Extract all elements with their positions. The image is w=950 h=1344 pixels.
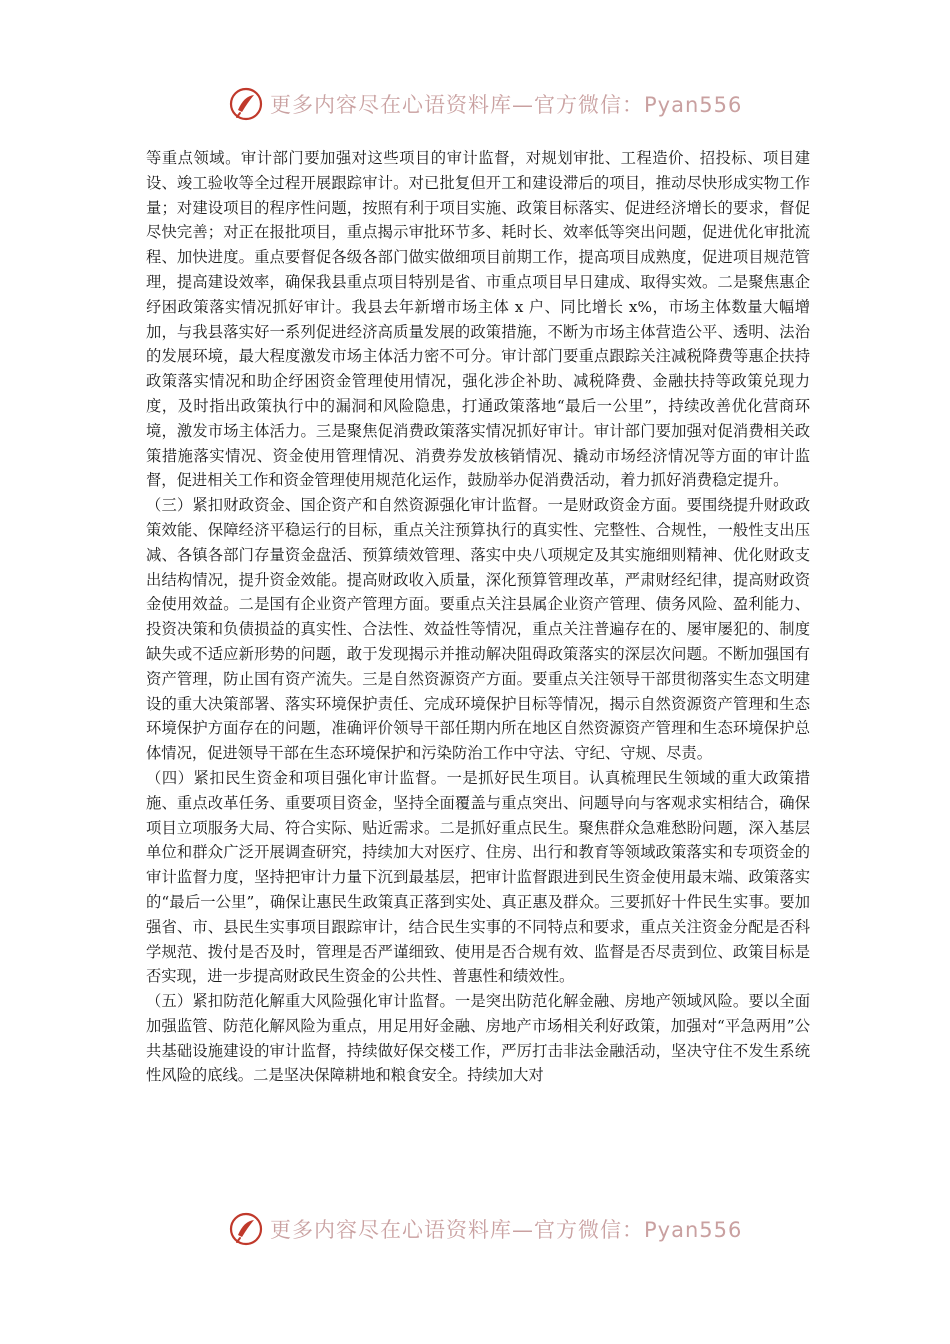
- document-body: [146, 146, 810, 1088]
- paragraph-2: （三）紧扣财政资金、国企资产和自然资源强化审计监督。一是财政资金方面。要围绕提升财政政策效能、保障经济平稳运行的目标，重点关注预算执行的真实性、完整性、合规性，一般性支出压减、各镇各部门存量资金盘活、预算绩效管理、落实中央八项规定及其实施细则精神、优化财政支出结构情况，提升资金效能。提高财政收入质量，深化预算管理改革，严肃财经纪律，提高财政资金使用效益。二是国有企业资产管理方面。要重点关注县属企业资产管理、债务风险、盈利能力、投资决策和负债损益的真实性、合法性、效益性等情况，重点关注普遍存在的、屡审屡犯的、制度缺失或不适应新形势的问题，敢于发现揭示并推动解决阻碍政策落实的深层次问题。不断加强国有资产管理，防止国有资产流失。三是自然资源资产方面。要重点关注领导干部贯彻落实生态文明建设的重大决策部署、落实环境保护责任、完成环境保护目标等情况，揭示自然资源资产管理和生态环境保护方面存在的问题，准确评价领导干部任期内所在地区自然资源资产管理和生态环境保护总体情况，促进领导干部在生态环境保护和污染防治工作中守法、守纪、守规、尽责。: [146, 496, 810, 763]
- brush-logo-icon: [228, 86, 264, 122]
- paragraph-3: （四）紧扣民生资金和项目强化审计监督。一是抓好民生项目。认真梳理民生领域的重大政策措施、重点改革任务、重要项目资金，坚持全面覆盖与重点突出、问题导向与客观求实相结合，确保项目立项服务大局、符合实际、贴近需求。二是抓好重点民生。聚焦群众急难愁盼问题，深入基层单位和群众广泛开展调查研究，持续加大对医疗、住房、出行和教育等领域政策落实和专项资金的审计监督力度，坚持把审计力量下沉到最基层，把审计监督跟进到民生资金使用最末端、政策落实的“最后一公里”，确保让惠民生政策真正落到实处、真正惠及群众。三要抓好十件民生实事。要加强省、市、县民生实事项目跟踪审计，结合民生实事的不同特点和要求，重点关注资金分配是否科学规范、拨付是否及时，管理是否严谨细致、使用是否合规有效、监督是否尽责到位、政策目标是否实现，进一步提高财政民生资金的公共性、普惠性和绩效性。: [146, 768, 810, 986]
- paragraph-1: 等重点领域。审计部门要加强对这些项目的审计监督，对规划审批、工程造价、招投标、项目建设、竣工验收等全过程开展跟踪审计。对已批复但开工和建设滞后的项目，推动尽快形成实物工作量；对建设项目的程序性问题，按照有利于项目实施、政策目标落实、促进经济增长的要求，督促尽快完善；对正在报批项目，重点揭示审批环节多、耗时长、效率低等突出问题，促进优化审批流程、加快进度。重点要督促各级各部门做实做细项目前期工作，提高项目成熟度，促进项目规范管理，提高建设效率，确保我县重点项目特别是省、市重点项目早日建成、取得实效。二是聚焦惠企纾困政策落实情况抓好审计。我县去年新增市场主体 x 户、同比增长 x%，市场主体数量大幅增加，与我县落实好一系列促进经济高质量发展的政策措施，不断为市场主体营造公平、透明、法治的发展环境，最大程度激发市场主体活力密不可分。审计部门要重点跟踪关注减税降费等惠企扶持政策落实情况和助企纾困资金管理使用情况，强化涉企补助、减税降费、金融扶持等政策兑现力度，及时指出政策执行中的漏洞和风险隐患，打通政策落地“最后一公里”，持续改善优化营商环境，激发市场主体活力。三是聚焦促消费政策落实情况抓好审计。审计部门要加强对促消费相关政策措施落实情况、资金使用管理情况、消费券发放核销情况、撬动市场经济情况等方面的审计监督，促进相关工作和资金管理使用规范化运作，鼓励举办促消费活动，着力抓好消费稳定提升。: [146, 149, 810, 490]
- banner-text: 更多内容尽在心语资料库—官方微信：Pyan556: [270, 93, 743, 117]
- footer-watermark-banner: [228, 1209, 742, 1249]
- paragraph-4: （五）紧扣防范化解重大风险强化审计监督。一是突出防范化解金融、房地产领域风险。要以全面加强监管、防范化解风险为重点，用足用好金融、房地产市场相关利好政策，加强对“平急两用”公共基础设施建设的审计监督，持续做好保交楼工作，严厉打击非法金融活动，坚决守住不发生系统性风险的底线。二是坚决保障耕地和粮食安全。持续加大对: [146, 992, 810, 1085]
- banner-text: 更多内容尽在心语资料库—官方微信：Pyan556: [270, 1218, 743, 1242]
- brush-logo-icon: [228, 1211, 264, 1247]
- header-watermark-banner: [228, 84, 742, 124]
